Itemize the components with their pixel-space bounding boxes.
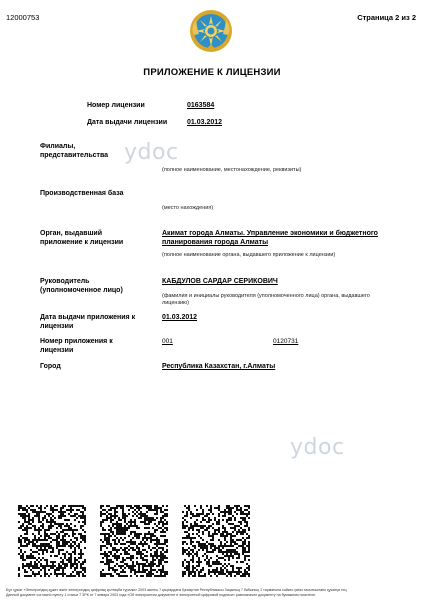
kazakhstan-emblem-icon [188,8,234,59]
appendix-date-value: 01.03.2012 [162,314,198,321]
license-number-value: 0163584 [187,102,215,109]
license-date-label: Дата выдачи лицензии [87,119,168,126]
qr-code-3 [182,505,250,582]
city-label: Город [40,363,61,370]
appendix-number-label: Номер приложения к лицензии [40,338,113,354]
appendix-date-label: Дата выдачи приложения к лицензии [40,314,136,330]
head-note: (фамилия и инициалы руководителя (уполномоченного лица) органа, выдавшего лицензию) [162,293,370,306]
watermark-top: ydoc [124,140,179,165]
appendix-number-value: 001 [162,338,173,345]
footer-line-1: Бұл құжат «Электрондық құжат және электрондық цифрлық қолтаңба туралы» 2003 жылғы 7 қаңтардағы Қазақстан Республикасы Заңының 7 бабының 1 тармағына сәйкес қағаз тасығыштағы құжатқа тең. [6,588,348,592]
qr-code-2 [100,505,168,582]
branches-label: Филиалы, представительства [40,143,109,159]
footer-line-2: Данный документ согласно пункту 1 статьи 7 ЗРК от 7 января 2003 года «Об электронном документе и электронной цифровой подписи» равнозначен документу на бумажном носителе. [6,592,316,597]
issuer-value: Акимат города Алматы. Управление экономики и бюджетного планирования города Алматы [162,230,378,246]
head-label: Руководитель (уполномоченное лицо) [40,278,123,294]
document-number: 12000753 [6,13,40,22]
page-indicator: Страница 2 из 2 [357,13,416,22]
page-title: ПРИЛОЖЕНИЕ К ЛИЦЕНЗИИ [143,67,281,78]
license-number-label: Номер лицензии [87,102,145,109]
branches-note: (полное наименование, местонахождение, реквизиты) [162,167,302,173]
appendix-number-extra: 0120731 [273,338,299,345]
city-value: Республика Казахстан, г.Алматы [162,363,276,370]
head-value: КАБДУЛОВ САРДАР СЕРИКОВИЧ [162,278,278,285]
footer-legal-text [6,588,418,597]
watermark-bottom: ydoc [290,435,345,460]
production-base-label: Производственная база [40,190,124,197]
issuer-label: Орган, выдавший приложение к лицензии [40,230,124,246]
qr-code-1 [18,505,86,582]
issuer-note: (полное наименование органа, выдавшего приложение к лицензии) [162,252,336,258]
production-base-note: (место нахождения) [162,205,214,211]
license-date-value: 01.03.2012 [187,119,223,126]
